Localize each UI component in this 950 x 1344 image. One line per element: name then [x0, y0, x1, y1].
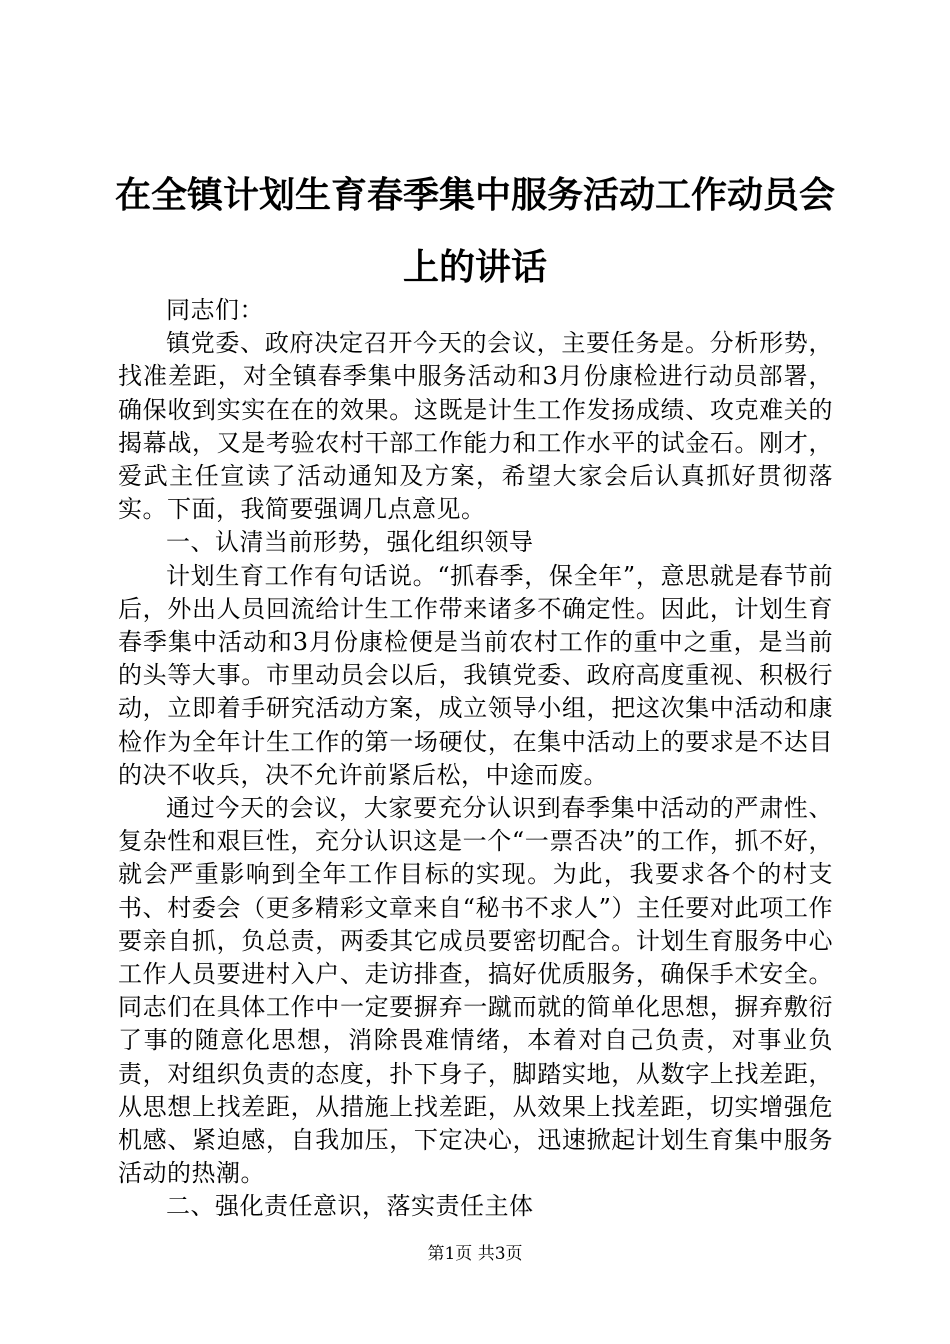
title-line-1: 在全镇计划生育春季集中服务活动工作动员会: [114, 175, 835, 216]
paragraph: 计划生育工作有句话说。“抓春季，保全年”，意思就是春节前后，外出人员回流给计生工作带来诸多不确定性。因此，计划生育春季集中活动和3月份康检便是当前农村工作的重中之重，是当前的头等大事。市里动员会以后，我镇党委、政府高度重视、积极行动，立即着手研究活动方案，成立领导小组，把这次集中活动和康检作为全年计生工作的第一场硬仗，在集中活动上的要求是不达目的决不收兵，决不允许前紧后松，中途而废。: [118, 561, 833, 789]
section-heading: 二、强化责任意识，落实责任主体: [166, 1192, 534, 1221]
paragraph: 通过今天的会议，大家要充分认识到春季集中活动的严肃性、复杂性和艰巨性，充分认识这是一个“一票否决”的工作，抓不好，就会严重影响到全年工作目标的实现。为此，我要求各个的村支书、村委会（更多精彩文章来自“秘书不求人”）主任要对此项工作要亲自抓，负总责，两委其它成员要密切配合。计划生育服务中心工作人员要进村入户、走访排查，搞好优质服务，确保手术安全。同志们在具体工作中一定要摒弃一蹴而就的简单化思想，摒弃敷衍了事的随意化思想，消除畏难情绪，本着对自己负责，对事业负责，对组织负责的态度，扑下身子，脚踏实地，从数字上找差距，从思想上找差距，从措施上找差距，从效果上找差距，切实增强危机感、紧迫感，自我加压，下定决心，迅速掀起计划生育集中服务活动的热潮。: [118, 794, 833, 1188]
paragraph: 镇党委、政府决定召开今天的会议，主要任务是。分析形势，找准差距，对全镇春季集中服务活动和3月份康检进行动员部署，确保收到实实在在的效果。这既是计生工作发扬成绩、攻克难关的揭幕战，又是考验农村干部工作能力和工作水平的试金石。刚才，爱武主任宣读了活动通知及方案，希望大家会后认真抓好贯彻落实。下面，我简要强调几点意见。: [118, 329, 833, 524]
document-title: [100, 160, 850, 304]
section-heading: 一、认清当前形势，强化组织领导: [166, 528, 534, 557]
title-line-2: 上的讲话: [402, 247, 547, 288]
document-body: [118, 294, 833, 1224]
salutation: 同志们：: [166, 296, 264, 324]
page-footer: 第1页 共3页: [427, 1244, 523, 1264]
